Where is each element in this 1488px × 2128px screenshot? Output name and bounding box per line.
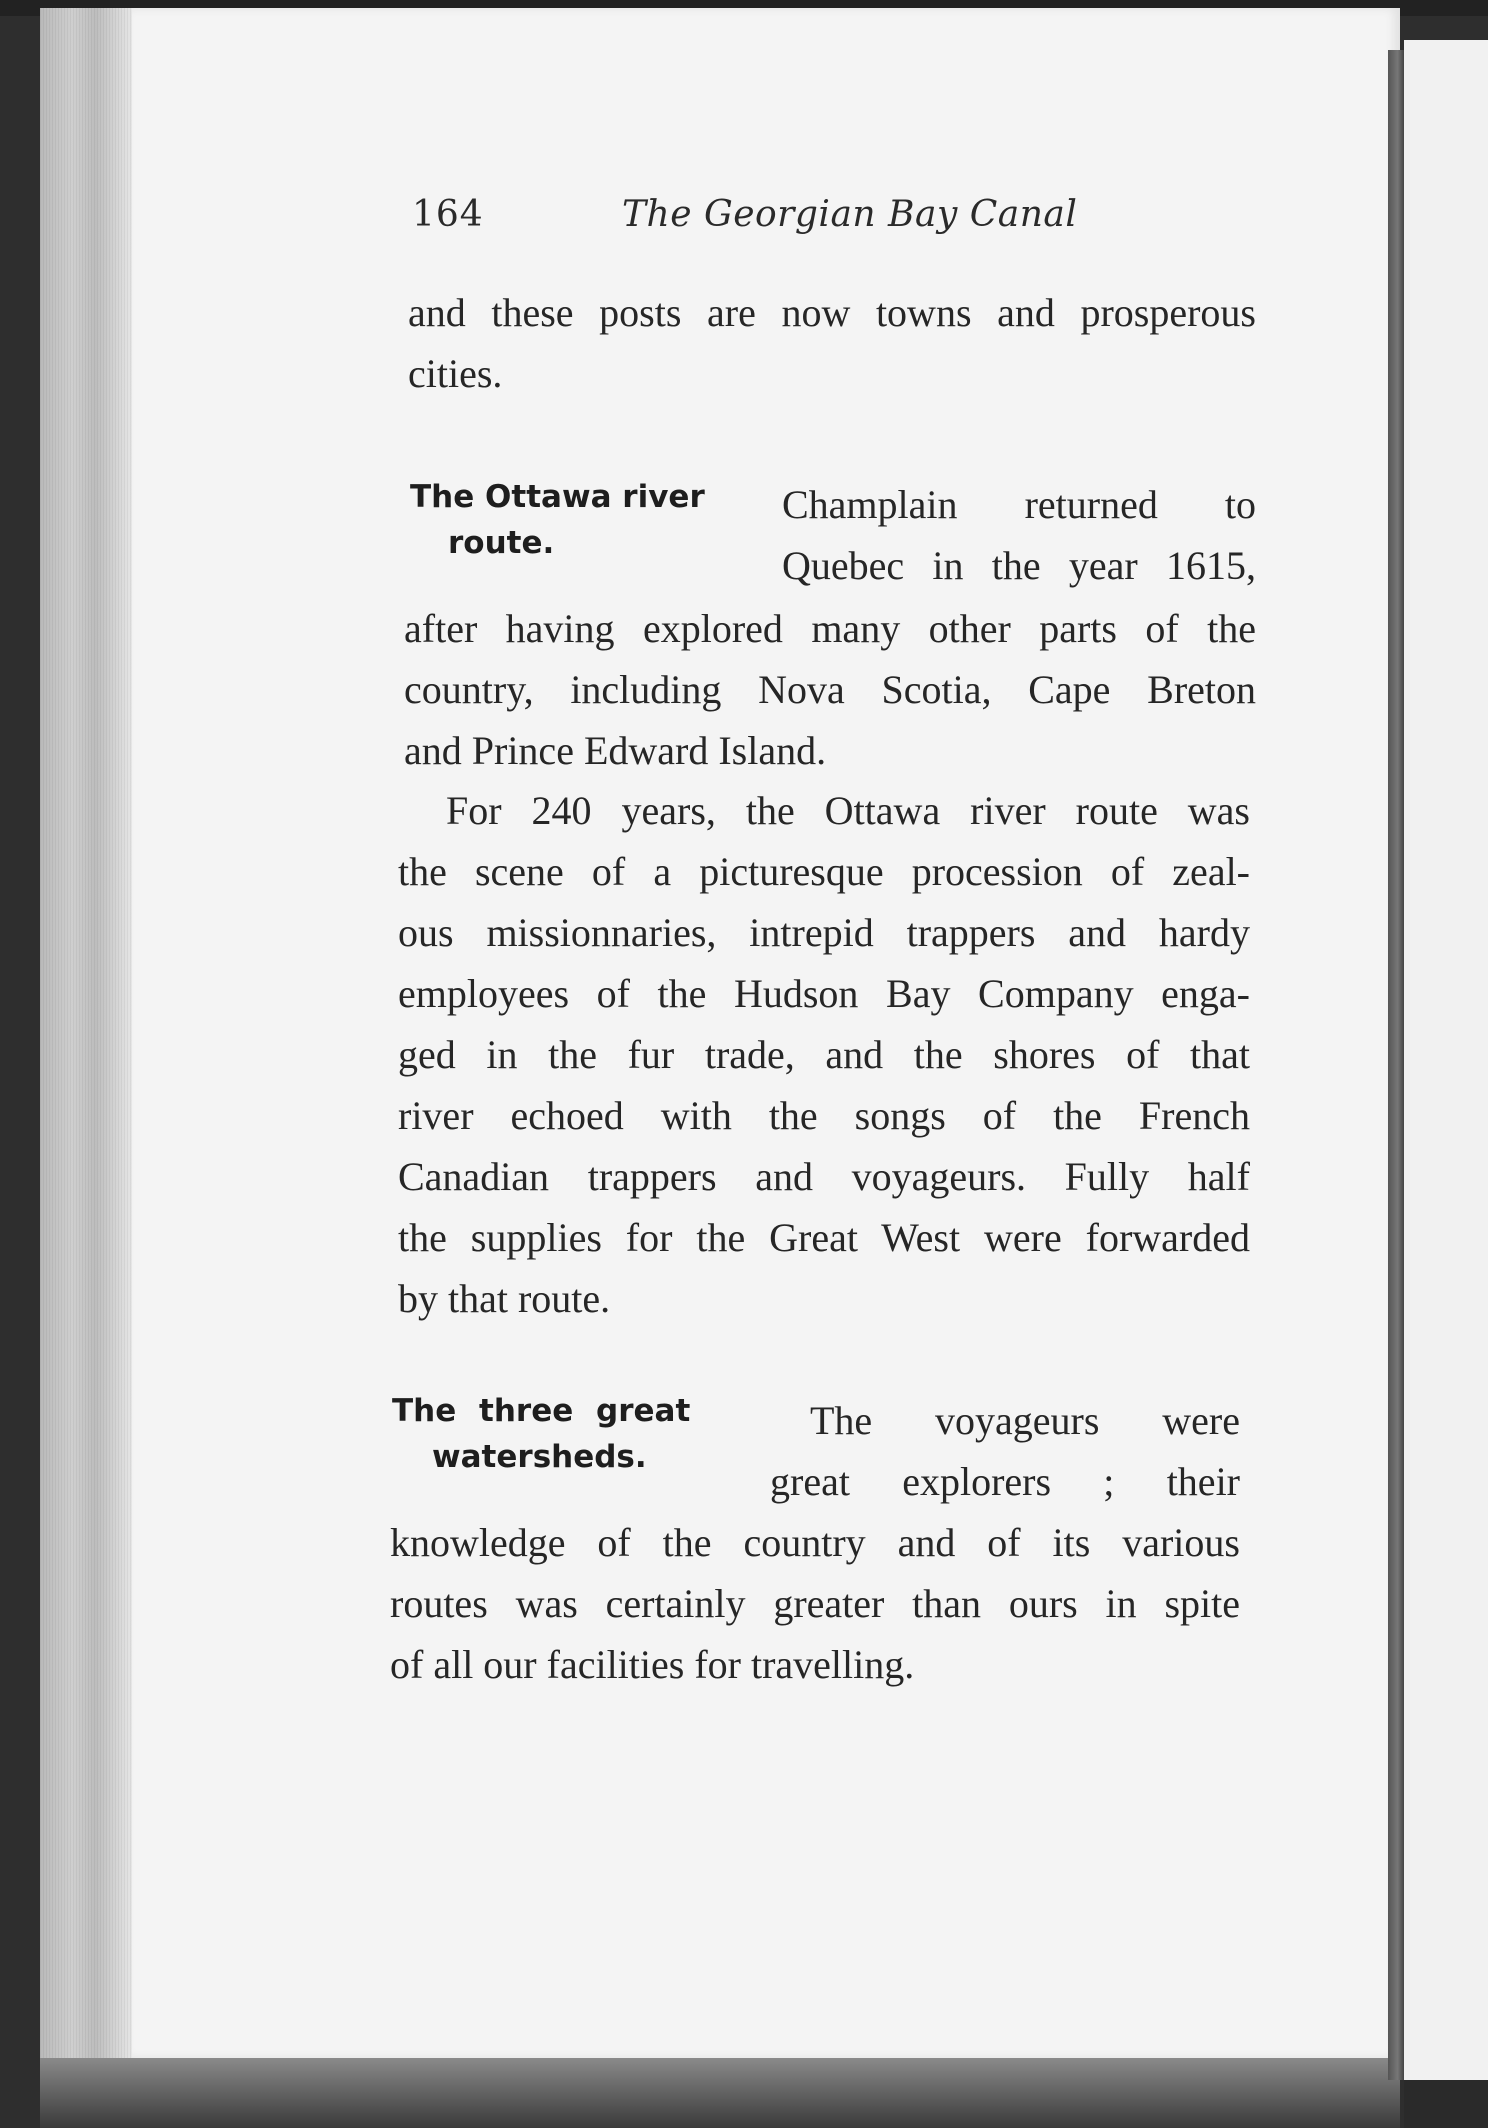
sidenote-line: route. [448, 525, 555, 561]
sidenote-ottawa-river-route [410, 474, 705, 566]
text-line: For 240 years, the Ottawa river route was [446, 788, 1250, 833]
book-gutter [1388, 50, 1404, 2080]
text-line: cities. [408, 351, 503, 396]
text-line: after having explored many other parts of the [404, 606, 1256, 651]
paragraph-lead [770, 1390, 1240, 1512]
text-line: Canadian trappers and voyageurs. Fully half [398, 1154, 1250, 1199]
sidenote-line: watersheds. [432, 1439, 647, 1475]
text-line: and Prince Edward Island. [404, 728, 827, 773]
paragraph-continuation [408, 282, 1256, 404]
page-number: 164 [412, 194, 484, 235]
paragraph-lead [782, 474, 1256, 596]
text-line: by that route. [398, 1276, 611, 1321]
text-line: Champlain returned to [782, 482, 1256, 527]
paragraph-body [404, 598, 1256, 781]
paragraph-ottawa-route [398, 780, 1250, 1329]
book-title: The Georgian Bay Canal [622, 194, 1078, 235]
text-line: the scene of a picturesque procession of zeal- [398, 849, 1250, 894]
text-line: ous missionnaries, intrepid trappers and hardy [398, 910, 1250, 955]
sidenote-three-great-watersheds [392, 1388, 690, 1480]
text-line: the supplies for the Great West were forwarded [398, 1215, 1250, 1260]
text-line: and these posts are now towns and prosperous [408, 290, 1256, 335]
text-line: great explorers ; their [770, 1459, 1240, 1504]
running-head [412, 180, 1092, 250]
text-line: ged in the fur trade, and the shores of that [398, 1032, 1250, 1077]
page-stack-edge [40, 8, 133, 2058]
sidenote-line: The Ottawa river [410, 479, 705, 515]
text-line: of all our facilities for travelling. [390, 1642, 915, 1687]
text-line: Quebec in the year 1615, [782, 543, 1256, 588]
text-line: country, including Nova Scotia, Cape Breton [404, 667, 1256, 712]
page-bottom-shadow [40, 2058, 1400, 2128]
text-line: The voyageurs were [810, 1398, 1240, 1443]
facing-page-shadow [1404, 2080, 1488, 2128]
facing-page-edge [1404, 40, 1488, 2100]
paragraph-body [390, 1512, 1240, 1695]
text-line: knowledge of the country and of its various [390, 1520, 1240, 1565]
text-line: river echoed with the songs of the French [398, 1093, 1250, 1138]
text-line: routes was certainly greater than ours in spite [390, 1581, 1240, 1626]
sidenote-line: The three great [392, 1393, 691, 1429]
text-line: employees of the Hudson Bay Company enga- [398, 971, 1250, 1016]
